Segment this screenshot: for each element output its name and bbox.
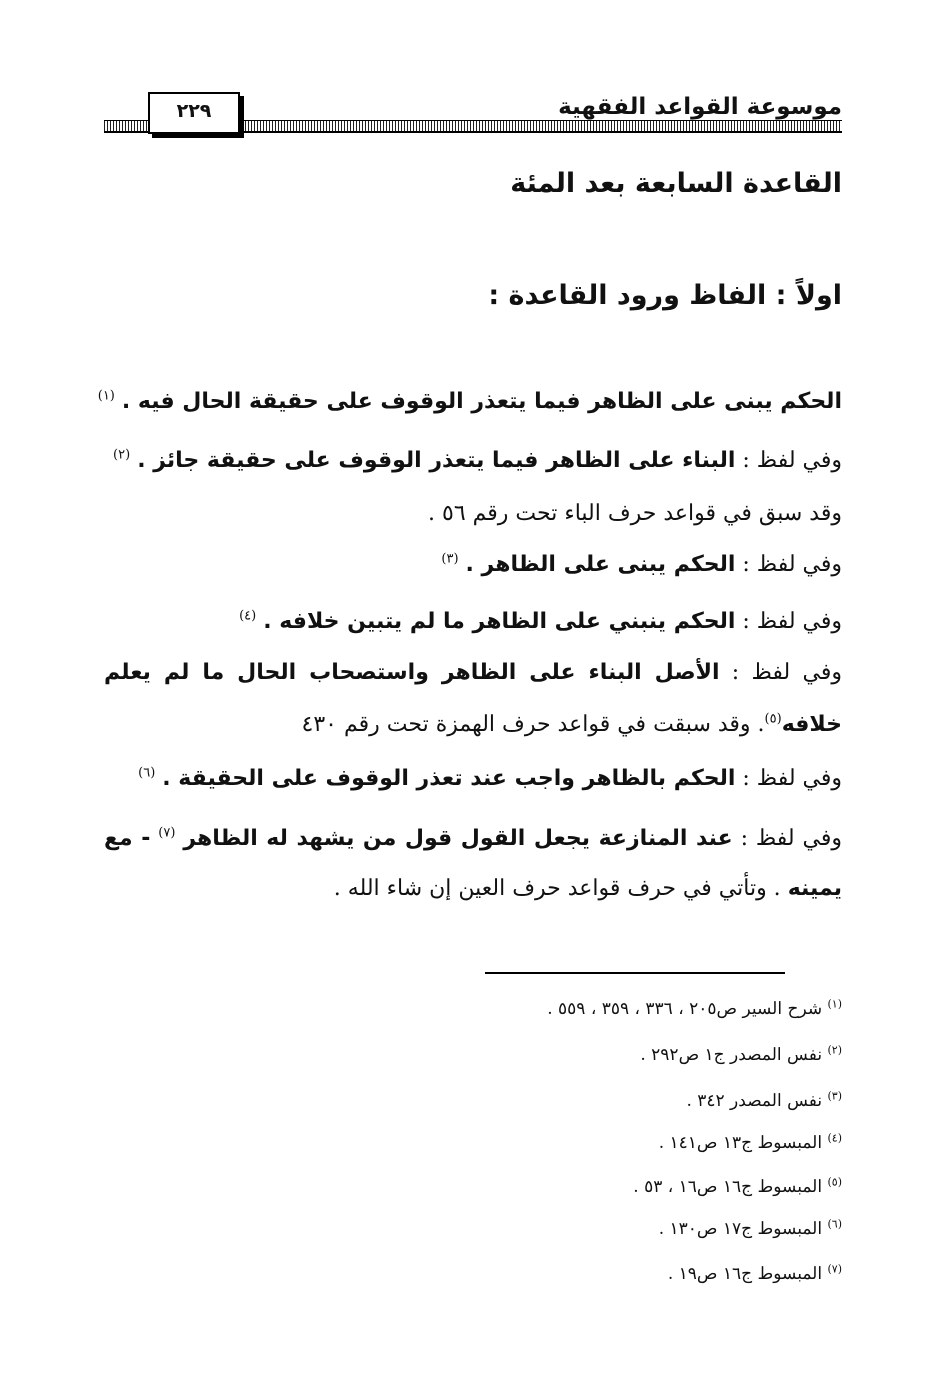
footnote-mark: (٧) bbox=[827, 1262, 842, 1276]
line-lead: وفي لفظ : bbox=[732, 826, 842, 851]
footnote-text: المبسوط ج١٦ ص١٦ ، ٥٣ . bbox=[633, 1177, 823, 1197]
footnote-text: شرح السير ص٢٠٥ ، ٣٣٦ ، ٣٥٩ ، ٥٥٩ . bbox=[547, 999, 823, 1019]
line-lead: وفي لفظ : bbox=[719, 660, 842, 685]
footnote-text: المبسوط ج١٧ ص١٣٠ . bbox=[658, 1219, 823, 1239]
footnote-mark: (٦) bbox=[827, 1217, 842, 1231]
footnote-ref: (٢) bbox=[113, 447, 131, 463]
footnote-ref: (٥) bbox=[764, 711, 782, 727]
line-lead: وفي لفظ : bbox=[735, 766, 842, 791]
footnote-ref: (٣) bbox=[441, 551, 459, 567]
footnote-mark: (٤) bbox=[827, 1131, 842, 1145]
text-line-8 bbox=[104, 760, 842, 798]
text-line-7 bbox=[104, 706, 842, 744]
line-lead: وفي لفظ : bbox=[735, 552, 842, 577]
footnote-text: نفس المصدر ج١ ص٢٩٢ . bbox=[640, 1045, 823, 1065]
text-line-2 bbox=[104, 442, 842, 480]
rule-wording: الحكم يبنى على الظاهر . bbox=[465, 552, 736, 577]
page-number: ٢٢٩ bbox=[148, 92, 240, 134]
footnote-text: المبسوط ج١٦ ص١٩ . bbox=[667, 1264, 823, 1284]
line-tail: . وتأتي في حرف قواعد حرف العين إن شاء الله . bbox=[333, 876, 781, 901]
running-title: موسوعة القواعد الفقهية bbox=[558, 94, 842, 120]
footnote-ref: (٤) bbox=[239, 608, 257, 624]
text-line-3 bbox=[104, 495, 842, 533]
rule-wording: البناء على الظاهر فيما يتعذر الوقوف على حقيقة جائز . bbox=[137, 448, 736, 473]
rule-wording: الحكم ينبني على الظاهر ما لم يتبين خلافه . bbox=[263, 609, 736, 634]
footnote-mark: (١) bbox=[827, 997, 842, 1011]
footnote-mark: (٣) bbox=[827, 1089, 842, 1103]
section-heading: اولاً : الفاظ ورود القاعدة : bbox=[488, 280, 842, 311]
rule-wording: الأصل البناء على الظاهر واستصحاب الحال ما لم يعلم bbox=[104, 660, 720, 685]
footnote-text: نفس المصدر ٣٤٢ . bbox=[686, 1091, 823, 1111]
footnote-ref: (١) bbox=[97, 388, 115, 404]
line-tail: - مع bbox=[104, 826, 151, 851]
footnote-ref: (٦) bbox=[138, 765, 156, 781]
rule-wording: يمينه bbox=[787, 876, 842, 901]
footnote-text: المبسوط ج١٣ ص١٤١ . bbox=[658, 1133, 823, 1153]
text-line-6 bbox=[104, 654, 842, 692]
footnote-mark: (٥) bbox=[827, 1175, 842, 1189]
running-header bbox=[104, 90, 842, 134]
footnote-2 bbox=[640, 1042, 842, 1068]
rule-wording: عند المنازعة يجعل القول قول من يشهد له الظاهر bbox=[183, 826, 733, 851]
footnote-1 bbox=[547, 996, 842, 1022]
footnote-5 bbox=[633, 1174, 842, 1200]
text-line-4 bbox=[104, 546, 842, 584]
footnote-3 bbox=[686, 1088, 842, 1114]
rule-wording: الحكم بالظاهر واجب عند تعذر الوقوف على الحقيقة . bbox=[162, 766, 736, 791]
footnote-mark: (٢) bbox=[827, 1043, 842, 1057]
text-line-5 bbox=[104, 603, 842, 641]
footnote-ref: (٧) bbox=[158, 825, 176, 841]
line-lead: وفي لفظ : bbox=[735, 609, 842, 634]
footnote-separator bbox=[485, 972, 785, 974]
footnote-6 bbox=[659, 1216, 842, 1242]
line-lead: وفي لفظ : bbox=[735, 448, 842, 473]
rule-wording: خلافه bbox=[781, 712, 842, 737]
line-tail: . وقد سبقت في قواعد حرف الهمزة تحت رقم ٤٣٠ bbox=[301, 712, 765, 737]
footnote-7 bbox=[668, 1261, 842, 1287]
rule-wording: الحكم يبنى على الظاهر فيما يتعذر الوقوف على حقيقة الحال فيه . bbox=[121, 389, 842, 414]
cross-reference: وقد سبق في قواعد حرف الباء تحت رقم ٥٦ . bbox=[428, 501, 842, 526]
text-line-1 bbox=[97, 383, 842, 421]
text-line-10 bbox=[104, 870, 842, 908]
text-line-9 bbox=[104, 820, 842, 858]
footnote-4 bbox=[659, 1130, 842, 1156]
rule-title: القاعدة السابعة بعد المئة bbox=[510, 168, 842, 199]
